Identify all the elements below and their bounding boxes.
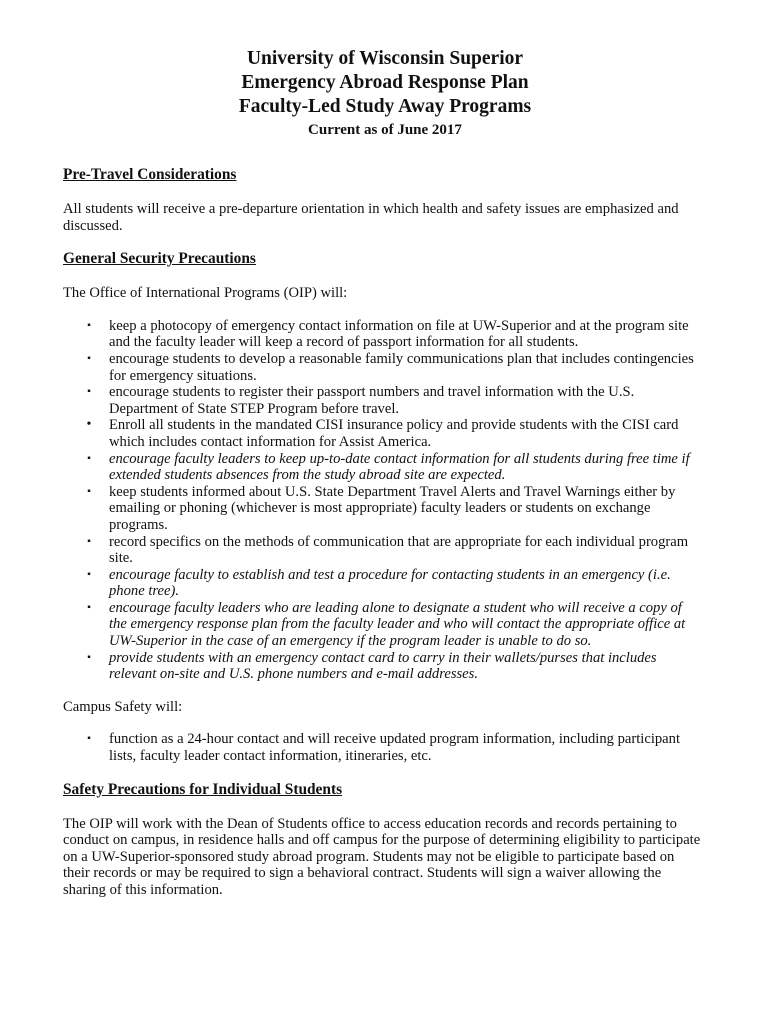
heading-individual-students: Safety Precautions for Individual Students [63, 780, 343, 798]
list-item-text: keep a photocopy of emergency contact information on file at UW-Superior and at the program site and the faculty leader will keep a record of passport information for all students. [109, 317, 689, 351]
heading-general-security: General Security Precautions [63, 250, 256, 268]
title-line-university: University of Wisconsin Superior [246, 48, 524, 69]
bullet-marker: ▪ [87, 386, 91, 398]
list-item [63, 484, 703, 534]
list-item [63, 318, 703, 351]
list-item-text: encourage students to register their passport numbers and travel information with the U.S. Department of State STEP Program before travel. [109, 384, 635, 417]
list-item [63, 650, 703, 683]
bullet-marker: ▪ [87, 352, 91, 364]
campus-safety-list [63, 731, 703, 764]
list-item [63, 451, 703, 484]
campus-safety-intro: Campus Safety will: [63, 698, 183, 715]
list-item [63, 351, 703, 384]
bullet-marker: ▪ [87, 535, 91, 547]
bullet-marker: ▪ [87, 601, 91, 613]
oip-intro: The Office of International Programs (OIP) will: [63, 285, 348, 302]
title-line-programs: Faculty-Led Study Away Programs [238, 96, 532, 117]
list-item-text: encourage faculty to establish and test a procedure for contacting students in an emergency (i.e. phone tree). [109, 566, 671, 600]
list-item [63, 731, 703, 764]
individual-paragraph: The OIP will work with the Dean of Students office to access education records and records pertaining to conduct on campus, in residence halls and off campus for the purpose of determining eligibility to participate on a UW-Superior-sponsored study abroad program. Students may not be eligible to participate based on their records or may be required to sign a behavioral contract. Students will sign a waiver allowing the sharing of this information. [63, 815, 701, 898]
list-item [63, 600, 703, 650]
list-item-text: keep students informed about U.S. State Department Travel Alerts and Travel Warnings either by emailing or phoning (whichever is most appropriate) faculty leaders or students on exchange programs. [109, 483, 676, 533]
list-item-text: encourage faculty leaders to keep up-to-date contact information for all students during free time if extended students absences from the study abroad site are expected. [109, 450, 690, 484]
list-item-text: provide students with an emergency contact card to carry in their wallets/purses that includes relevant on-site and U.S. phone numbers and e-mail addresses. [109, 649, 657, 683]
bullet-marker: ▪ [87, 568, 91, 580]
bullet-marker: • [86, 417, 92, 433]
bullet-marker: ▪ [87, 733, 91, 745]
list-item [63, 567, 703, 600]
list-item-text: function as a 24-hour contact and will receive updated program information, including participant lists, faculty leader contact information, itineraries, etc. [109, 731, 680, 765]
oip-list [63, 318, 703, 683]
bullet-marker: ▪ [87, 452, 91, 464]
list-item [63, 534, 703, 567]
title-line-plan: Emergency Abroad Response Plan [241, 72, 529, 93]
bullet-marker: ▪ [87, 319, 91, 331]
list-item-text: record specifics on the methods of communication that are appropriate for each individual program site. [109, 533, 689, 567]
document-body [63, 165, 703, 899]
list-item-text: encourage students to develop a reasonable family communications plan that includes contingencies for emergency situations. [109, 350, 694, 384]
list-item [63, 384, 703, 417]
list-item [63, 417, 703, 450]
bullet-marker: ▪ [87, 485, 91, 497]
heading-pre-travel: Pre-Travel Considerations [63, 166, 237, 183]
document-date: Current as of June 2017 [308, 122, 462, 138]
list-item-text: Enroll all students in the mandated CISI insurance policy and provide students with the CISI card which includes contact information for Assist America. [109, 417, 679, 450]
list-item-text: encourage faculty leaders who are leading alone to designate a student who will receive a copy of the emergency response plan from the faculty leader and who will contact the appropriate office at UW-Superior in the case of an emergency if the program leader is unable to do so. [109, 599, 686, 650]
pre-travel-paragraph: All students will receive a pre-departure orientation in which health and safety issues are emphasized and discussed. [63, 201, 679, 234]
bullet-marker: ▪ [87, 651, 91, 663]
title-block [0, 47, 770, 140]
